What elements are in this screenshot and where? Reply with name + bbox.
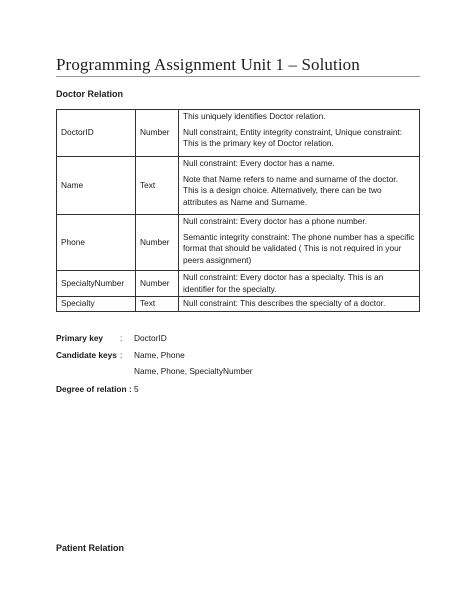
attribute-type: Text bbox=[136, 157, 179, 215]
attribute-name: Specialty bbox=[57, 297, 136, 312]
attribute-type: Number bbox=[136, 215, 179, 271]
attribute-description bbox=[179, 271, 420, 297]
description-line: Semantic integrity constraint: The phone number has a specific format that should be validated ( This is not required in your peers assignment) bbox=[183, 231, 415, 265]
candidate-key-value: Name, Phone bbox=[134, 350, 185, 360]
degree-label: Degree of relation : bbox=[56, 384, 132, 394]
colon: : bbox=[120, 350, 123, 360]
attribute-name: Name bbox=[57, 157, 136, 215]
table-row bbox=[57, 157, 420, 215]
doctor-relation-heading: Doctor Relation bbox=[56, 89, 124, 99]
attribute-name: Phone bbox=[57, 215, 136, 271]
primary-key-value: DoctorID bbox=[134, 333, 167, 343]
primary-key-label: Primary key bbox=[56, 333, 104, 343]
description-line: Null constraint: Every doctor has a specialty. This is an identifier for the specialty. bbox=[183, 272, 384, 294]
attribute-description bbox=[179, 110, 420, 157]
attribute-description bbox=[179, 215, 420, 271]
attribute-type: Text bbox=[136, 297, 179, 312]
table-row bbox=[57, 297, 420, 312]
table-row bbox=[57, 215, 420, 271]
colon: : bbox=[120, 333, 123, 343]
candidate-key-value: Name, Phone, SpecialtyNumber bbox=[134, 366, 253, 376]
degree-value: 5 bbox=[134, 384, 139, 394]
description-line: This uniquely identifies Doctor relation. bbox=[183, 111, 326, 121]
attribute-name: DoctorID bbox=[57, 110, 136, 157]
attribute-type: Number bbox=[136, 271, 179, 297]
attribute-type: Number bbox=[136, 110, 179, 157]
attribute-description bbox=[179, 157, 420, 215]
description-line: Null constraint: This describes the specialty of a doctor. bbox=[183, 298, 386, 308]
attribute-name: SpecialtyNumber bbox=[57, 271, 136, 297]
description-line: Note that Name refers to name and surname of the doctor. This is a design choice. Alternatively, there can be two attributes as Name and Surname. bbox=[183, 173, 398, 207]
title-rule bbox=[56, 76, 420, 77]
description-line: Null constraint: Every doctor has a name. bbox=[183, 158, 335, 168]
table-row bbox=[57, 110, 420, 157]
description-line: Null constraint, Entity integrity constraint, Unique constraint: This is the primary key of Doctor relation. bbox=[183, 126, 403, 148]
patient-relation-heading: Patient Relation bbox=[56, 543, 125, 553]
table-row bbox=[57, 271, 420, 297]
description-line: Null constraint: Every doctor has a phone number. bbox=[183, 216, 368, 226]
document-title: Programming Assignment Unit 1 – Solution bbox=[56, 55, 360, 74]
candidate-keys-label: Candidate keys bbox=[56, 350, 117, 360]
doctor-relation-table bbox=[56, 109, 420, 312]
attribute-description bbox=[179, 297, 420, 312]
